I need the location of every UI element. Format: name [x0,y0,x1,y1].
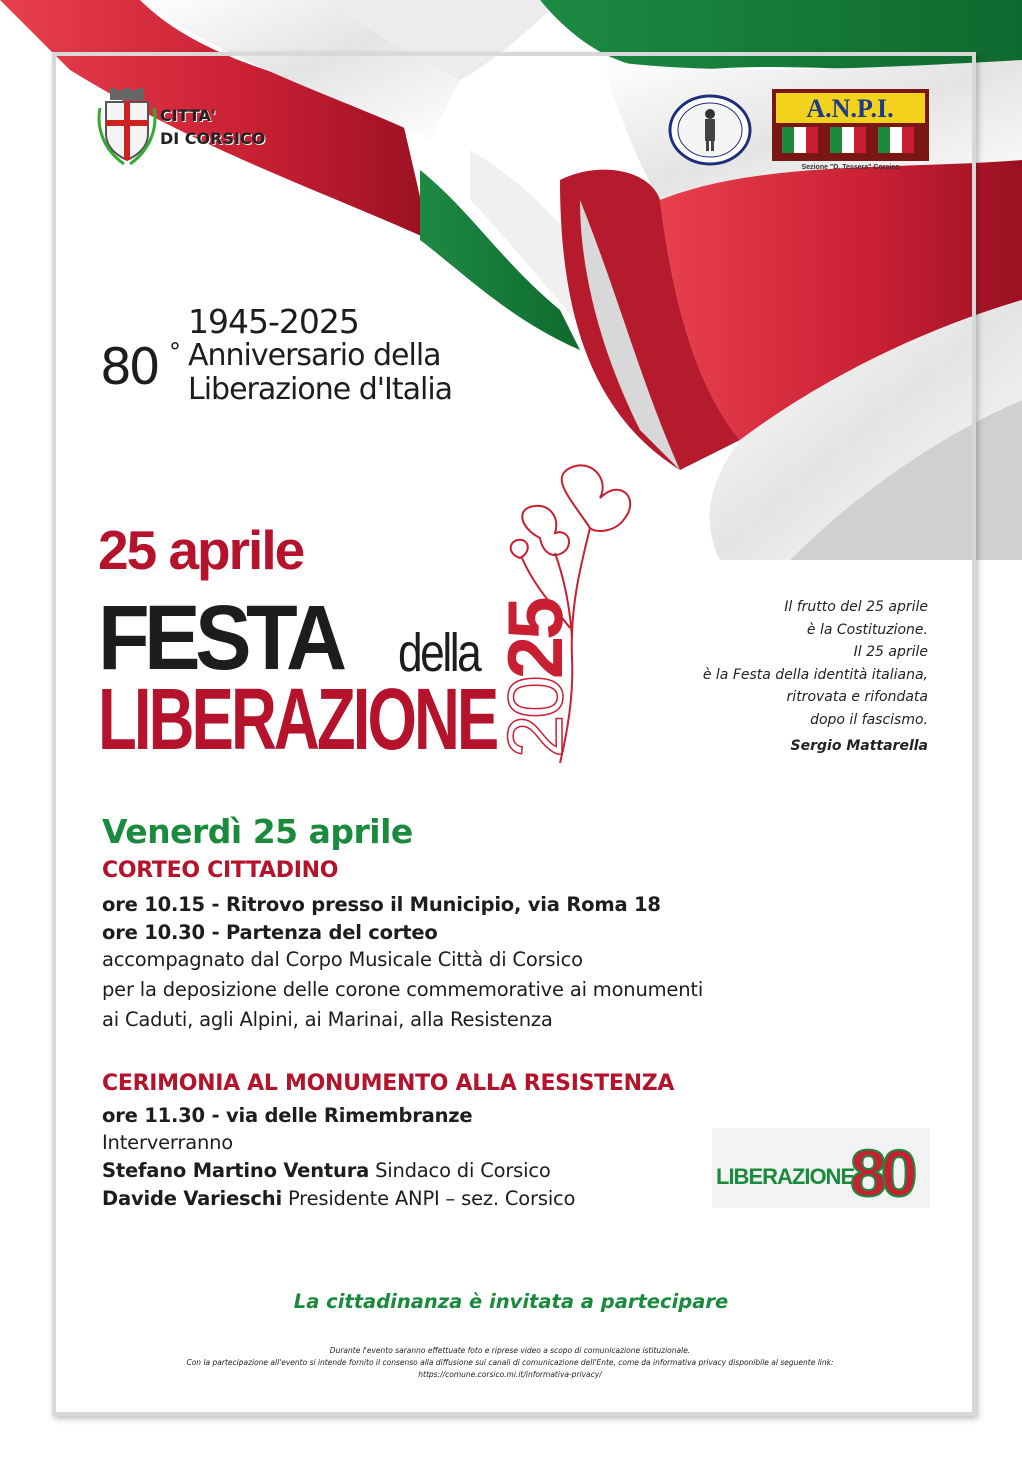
cerimonia-title: CERIMONIA AL MONUMENTO ALLA RESISTENZA [102,1071,675,1096]
year-thin: 20 [491,679,579,758]
quote-line: dopo il fascismo. [810,711,928,728]
anpi-logo-icon [772,89,929,161]
speaker-1 [102,1157,551,1185]
mattarella-quote [703,596,928,732]
title-della: della [398,623,480,683]
anniversary-years: 1945-2025 [188,302,359,341]
speaker-1-role: Sindaco di Corsico [369,1159,551,1182]
svg-text:2025 [491,598,579,758]
anpi-logo-text: A.N.P.I. [806,94,894,123]
anniversary-line1: Anniversario della [188,338,441,373]
poppy-flowers-icon [491,458,650,768]
corteo-time-2-text: ore 10.30 - Partenza del corteo [102,921,438,944]
corteo-time-1 [102,891,661,919]
quote-author: Sergio Mattarella [790,738,928,754]
anniversary-degree: ° [169,338,181,366]
corteo-desc-3: ai Caduti, agli Alpini, ai Marinai, alla Resistenza [102,1008,553,1031]
cerimonia-time-text: ore 11.30 - via delle Rimembranze [102,1104,473,1127]
city-name-line2: DI CORSICO [160,129,266,148]
title-liberazione: LIBERAZIONE [98,671,497,768]
quote-line: Il 25 aprile [853,644,928,661]
city-name [160,104,265,150]
privacy-link[interactable]: https://comune.corsico.mi.it/informativa-privacy/ [418,1370,602,1379]
anpi-section-caption: Sezione "D. Tessera" Corsico [801,164,900,171]
musical-band-logo-icon [668,94,752,166]
speaker-2-name: Davide Varieschi [102,1187,282,1210]
corteo-time-2 [102,919,438,947]
speaker-2 [102,1185,575,1213]
privacy-disclaimer [60,1345,960,1381]
quote-line: è la Costituzione. [806,621,928,638]
event-date-title: 25 aprile [98,519,304,581]
corteo-desc-2: per la deposizione delle corone commemorative ai monumenti [102,978,704,1001]
liberazione-80-word: LIBERAZIONE [716,1164,855,1189]
invitation-line: La cittadinanza è invitata a partecipare [293,1290,729,1313]
anniversary-line2: Liberazione d'Italia [188,372,453,407]
anniversary-number: 80 [100,338,158,396]
city-name-line1: CITTA' [160,106,216,125]
corteo-time-1-text: ore 10.15 - Ritrovo presso il Municipio, via Roma 18 [102,893,661,916]
corteo-desc-1: accompagnato dal Corpo Musicale Città di Corsico [102,948,583,971]
quote-line: Il frutto del 25 aprile [784,599,928,615]
quote-line: ritrovata e rifondata [786,689,928,706]
cerimonia-time [102,1102,472,1130]
quote-line: è la Festa della identità italiana, [702,666,928,683]
disclaimer-line: Durante l'evento saranno effettuate foto e riprese video a scopo di comunicazione istituzionale. [329,1346,691,1355]
year-bold: 25 [491,600,579,680]
speaker-2-role: Presidente ANPI – sez. Corsico [281,1187,576,1210]
speaker-1-name: Stefano Martino Ventura [102,1159,370,1182]
title-festa: FESTA [98,587,342,689]
liberazione-80-logo-icon [712,1128,930,1208]
program-day: Venerdì 25 aprile [102,812,413,851]
corteo-title: CORTEO CITTADINO [102,858,339,883]
disclaimer-line: Con la partecipazione all'evento si intende fornito il consenso alla diffusione sui canali di comunicazione dell'Ente, come da informativa privacy disponibile al seguente link: [186,1358,834,1367]
liberazione-80-number: 80 [850,1136,912,1210]
cerimonia-intro: Interverranno [102,1131,233,1154]
